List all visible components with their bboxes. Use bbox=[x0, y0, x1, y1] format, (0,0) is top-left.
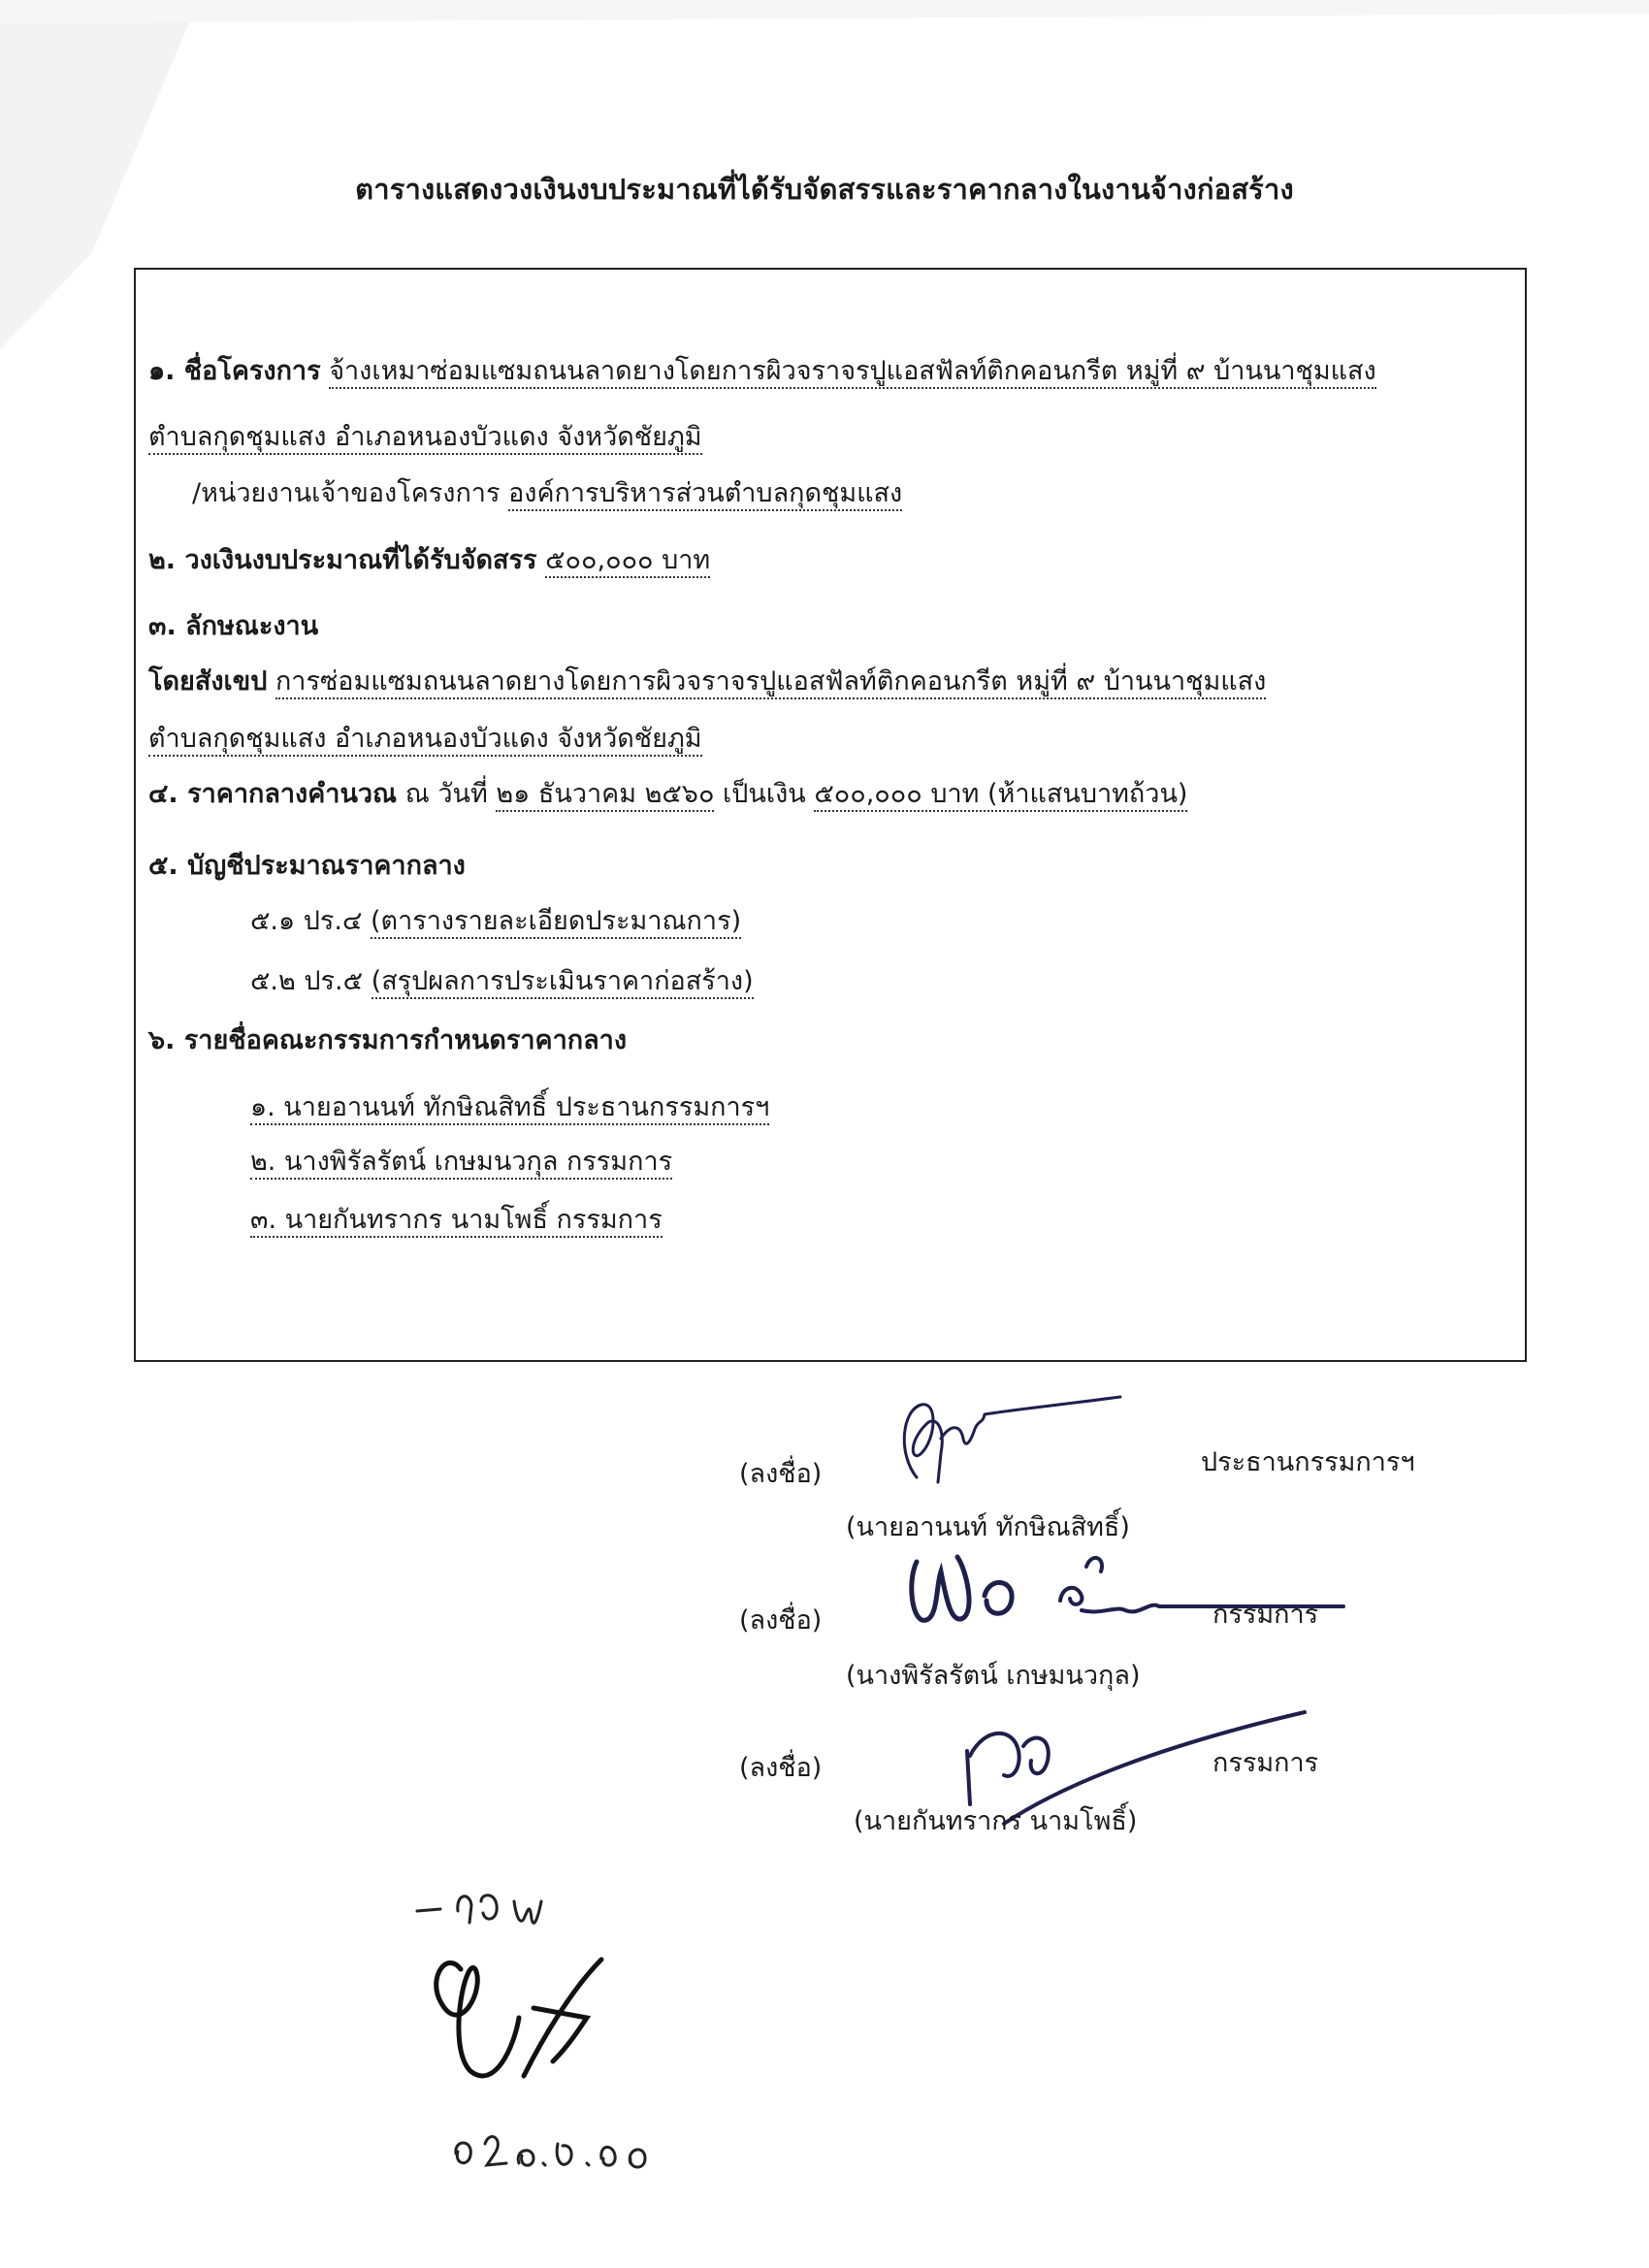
item3-row bbox=[148, 609, 318, 644]
item2-label: ๒. วงเงินงบประมาณที่ได้รับจัดสรร bbox=[148, 545, 537, 575]
signature-role: กรรมการ bbox=[1212, 1600, 1319, 1630]
item5-sub2-prefix: ๕.๒ ปร.๕ bbox=[250, 966, 364, 996]
item4-label: ๔. ราคากลางคำนวณ bbox=[148, 779, 398, 809]
committee-member bbox=[250, 1090, 769, 1125]
item5-sub1-row bbox=[250, 904, 741, 939]
summary-line-1: การซ่อมแซมถนนลาดยางโดยการผิวจราจรปูแอสฟัลท์ติกคอนกรีต หมู่ที่ ๙ บ้านนาชุมแสง bbox=[275, 666, 1266, 699]
item4-row bbox=[148, 777, 1187, 812]
item3-label: ๓. ลักษณะงาน bbox=[148, 611, 319, 641]
summary-label: โดยสังเขป bbox=[148, 666, 268, 697]
handwritten-date bbox=[446, 2115, 679, 2183]
signature-label: (ลงชื่อ) bbox=[739, 1605, 823, 1636]
chairman-signature bbox=[878, 1385, 1130, 1492]
item4-date-prefix: ณ วันที่ bbox=[404, 779, 488, 809]
committee-member-line: ๓. นายกันทรากร นามโพธิ์ กรรมการ bbox=[250, 1205, 663, 1238]
item5-sub1-prefix: ๕.๑ ปร.๔ bbox=[250, 906, 363, 936]
item6-label: ๖. รายชื่อคณะกรรมการกำหนดราคากลาง bbox=[148, 1025, 628, 1055]
item2-row bbox=[148, 543, 710, 578]
committee-member-line: ๒. นางพิรัลรัตน์ เกษมนวกุล กรรมการ bbox=[250, 1147, 672, 1180]
committee-member bbox=[250, 1203, 663, 1238]
item4-amount: ๕๐๐,๐๐๐ บาท (ห้าแสนบาทถ้วน) bbox=[814, 779, 1187, 812]
item1-row-2 bbox=[148, 420, 702, 455]
signature-name: (นางพิรัลรัตน์ เกษมนวกุล) bbox=[846, 1661, 1141, 1691]
item1-agency-row bbox=[192, 476, 902, 511]
item5-row bbox=[148, 849, 466, 884]
item1-location: ตำบลกุดชุมแสง อำเภอหนองบัวแดง จังหวัดชัยภูมิ bbox=[148, 422, 702, 455]
item2-value: ๕๐๐,๐๐๐ บาท bbox=[545, 545, 710, 578]
signature-role: กรรมการ bbox=[1212, 1748, 1319, 1778]
signature-label: (ลงชื่อ) bbox=[739, 1753, 823, 1783]
committee-member bbox=[250, 1145, 672, 1180]
item1-label: ๑. ชื่อโครงการ bbox=[148, 356, 321, 386]
document-title: ตารางแสดงวงเงินงบประมาณที่ได้รับจัดสรรและราคากลางในงานจ้างก่อสร้าง bbox=[355, 173, 1294, 206]
signature-name: (นายอานนท์ ทักษิณสิทธิ์) bbox=[846, 1512, 1130, 1542]
summary-line-2: ตำบลกุดชุมแสง อำเภอหนองบัวแดง จังหวัดชัยภูมิ bbox=[148, 724, 702, 757]
item5-sub2-value: (สรุปผลการประเมินราคาก่อสร้าง) bbox=[372, 966, 754, 999]
agency-value: องค์การบริหารส่วนตำบลกุดชุมแสง bbox=[508, 478, 902, 511]
item5-label: ๕. บัญชีประมาณราคากลาง bbox=[148, 851, 466, 881]
signature-name: (นายกันทรากร นามโพธิ์) bbox=[854, 1806, 1138, 1836]
item5-sub2-row bbox=[250, 964, 754, 999]
item4-amount-prefix: เป็นเงิน bbox=[723, 779, 806, 809]
signature-label: (ลงชื่อ) bbox=[739, 1459, 823, 1489]
item3-summary-row-2 bbox=[148, 722, 702, 757]
item5-sub1-value: (ตารางรายละเอียดประมาณการ) bbox=[371, 906, 741, 939]
agency-label: /หน่วยงานเจ้าของโครงการ bbox=[192, 478, 501, 508]
committee-member-line: ๑. นายอานนท์ ทักษิณสิทธิ์ ประธานกรรมการฯ bbox=[250, 1092, 769, 1125]
item3-summary-row bbox=[148, 664, 1266, 699]
item6-row bbox=[148, 1023, 627, 1058]
signature-role: ประธานกรรมการฯ bbox=[1201, 1447, 1415, 1477]
item4-date: ๒๑ ธันวาคม ๒๕๖๐ bbox=[496, 779, 714, 812]
item1-project-name: จ้างเหมาซ่อมแซมถนนลาดยางโดยการผิวจราจรปูแอสฟัลท์ติกคอนกรีต หมู่ที่ ๙ บ้านนาชุมแสง bbox=[329, 356, 1376, 389]
item1-row bbox=[148, 354, 1376, 389]
